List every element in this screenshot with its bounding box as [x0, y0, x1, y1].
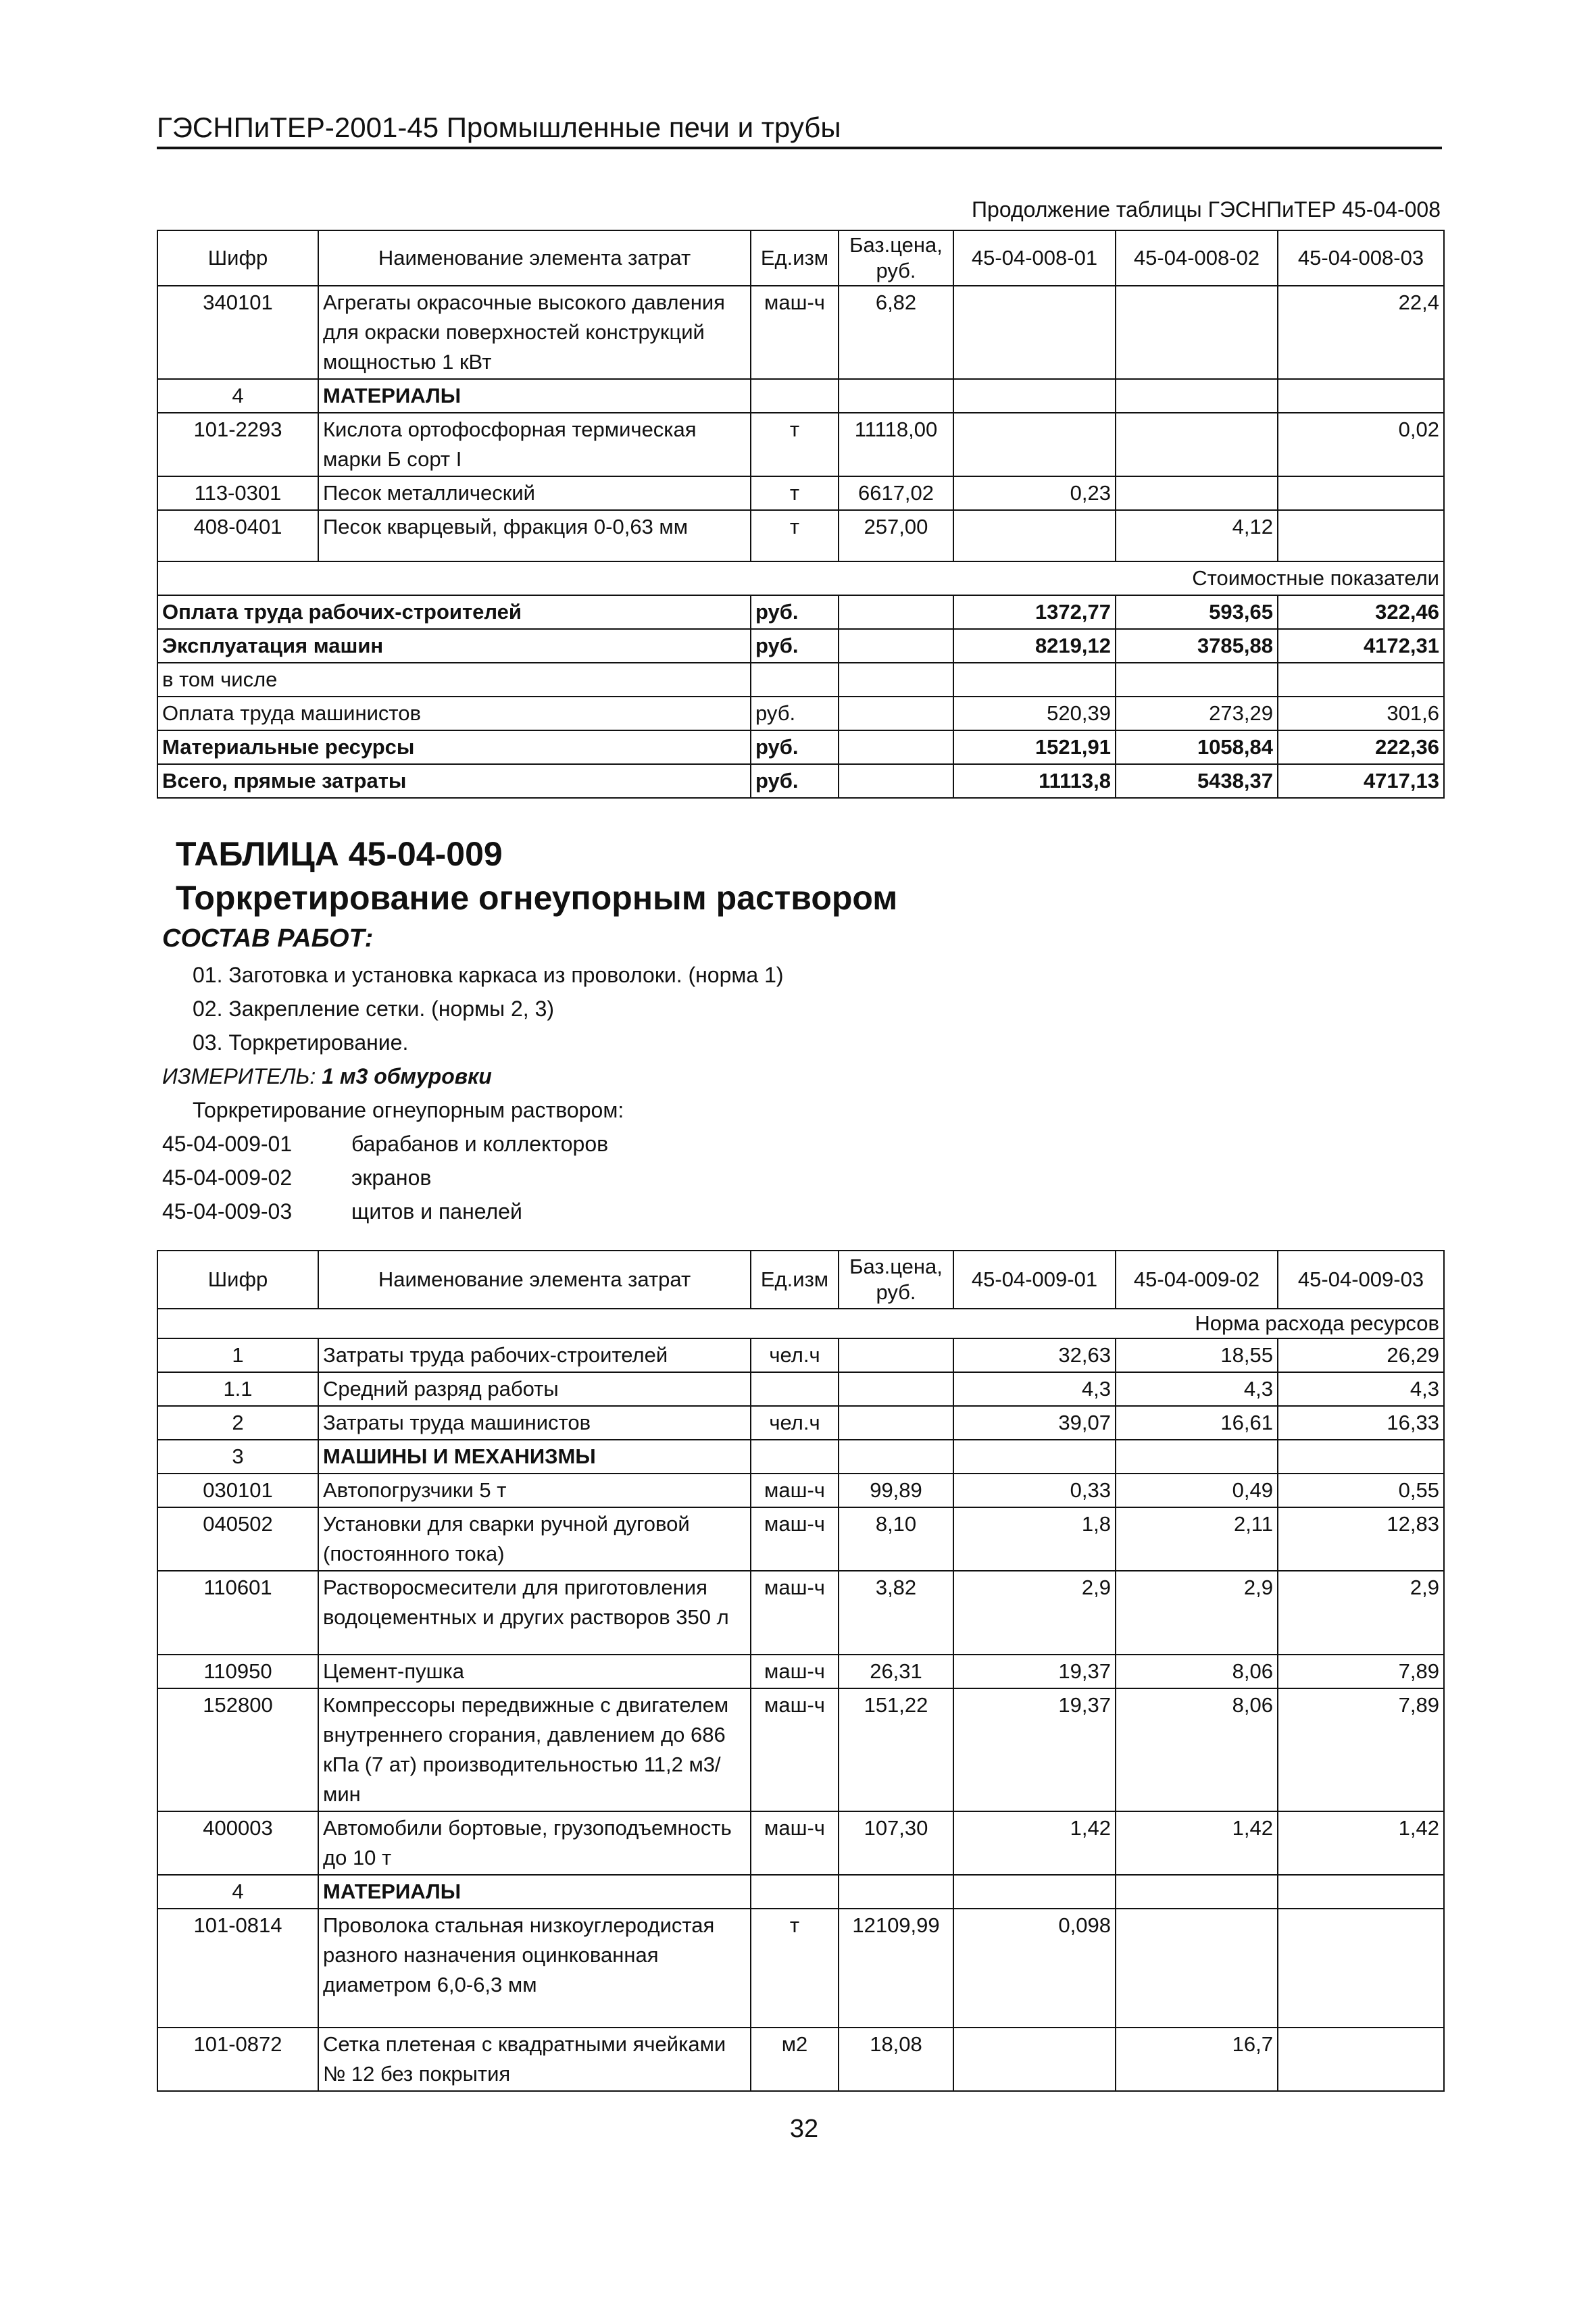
code-cell: 110950: [157, 1655, 318, 1688]
value-cell: [1278, 1909, 1444, 2028]
section-cell: МАТЕРИАЛЫ: [318, 1875, 751, 1909]
header-cell: 45-04-008-02: [1116, 230, 1278, 286]
value-cell: 1,42: [1116, 1811, 1278, 1875]
norm-caption: Норма расхода ресурсов: [157, 1309, 1444, 1338]
value-cell: 1372,77: [953, 595, 1116, 629]
table-row: [157, 1372, 1444, 1406]
value-cell: [1278, 379, 1444, 413]
value-cell: 2,9: [953, 1571, 1116, 1655]
meter-value: 1 м3 обмуровки: [322, 1064, 492, 1088]
value-cell: [953, 510, 1116, 561]
table-row: [157, 1474, 1444, 1507]
header-cell: Ед.изм: [751, 1251, 839, 1309]
page-number: 32: [789, 2115, 819, 2143]
unit-cell: руб.: [751, 697, 839, 730]
cost-row: [157, 629, 1444, 663]
code-cell: 152800: [157, 1688, 318, 1811]
price-cell: [839, 629, 953, 663]
name-cell: Песок кварцевый, фракция 0-0,63 мм: [318, 510, 751, 561]
unit-cell: чел.ч: [751, 1406, 839, 1440]
value-cell: 22,4: [1278, 286, 1444, 379]
table-row: [157, 1655, 1444, 1688]
unit-cell: т: [751, 476, 839, 510]
value-cell: [953, 413, 1116, 476]
unit-cell: т: [751, 510, 839, 561]
table-row: [157, 476, 1444, 510]
price-cell: 151,22: [839, 1688, 953, 1811]
name-cell: Установки для сварки ручной дуговой (постоянного тока): [318, 1507, 751, 1571]
norm-description: барабанов и коллекторов: [351, 1132, 609, 1156]
value-cell: [1278, 2028, 1444, 2091]
table-title: ТАБЛИЦА 45-04-009: [176, 835, 503, 873]
table-row: [157, 1338, 1444, 1372]
value-cell: [1278, 663, 1444, 697]
table-continuation-caption: Продолжение таблицы ГЭСНПиТЕР 45-04-008: [972, 197, 1441, 222]
price-cell: [839, 764, 953, 798]
price-cell: 26,31: [839, 1655, 953, 1688]
price-cell: 6,82: [839, 286, 953, 379]
table-row: [157, 1688, 1444, 1811]
header-cell: Наименование элемента затрат: [318, 1251, 751, 1309]
value-cell: 0,49: [1116, 1474, 1278, 1507]
cost-caption-row: [157, 561, 1444, 595]
unit-cell: чел.ч: [751, 1338, 839, 1372]
value-cell: 26,29: [1278, 1338, 1444, 1372]
name-cell: Компрессоры передвижные с двигателем внутреннего сгорания, давлением до 686 кПа (7 ат) производительностью 11,2 м3/мин: [318, 1688, 751, 1811]
code-cell: 113-0301: [157, 476, 318, 510]
price-cell: 257,00: [839, 510, 953, 561]
value-cell: 1,42: [1278, 1811, 1444, 1875]
value-cell: 18,55: [1116, 1338, 1278, 1372]
table-row: [157, 1875, 1444, 1909]
unit-cell: руб.: [751, 595, 839, 629]
value-cell: 4,3: [1116, 1372, 1278, 1406]
value-cell: 273,29: [1116, 697, 1278, 730]
cost-label: Оплата труда рабочих-строителей: [157, 595, 751, 629]
unit-cell: [751, 1440, 839, 1474]
code-cell: 4: [157, 1875, 318, 1909]
table-subtitle: Торкретирование огнеупорным раствором: [176, 879, 898, 917]
code-cell: 1: [157, 1338, 318, 1372]
value-cell: [953, 286, 1116, 379]
price-cell: 12109,99: [839, 1909, 953, 2028]
unit-cell: м2: [751, 2028, 839, 2091]
code-cell: 101-0814: [157, 1909, 318, 2028]
table-45-04-008-continued: [157, 230, 1445, 799]
name-cell: Цемент-пушка: [318, 1655, 751, 1688]
code-cell: 2: [157, 1406, 318, 1440]
value-cell: [1116, 476, 1278, 510]
value-cell: 16,61: [1116, 1406, 1278, 1440]
value-cell: 16,33: [1278, 1406, 1444, 1440]
price-cell: [839, 379, 953, 413]
table-row: [157, 413, 1444, 476]
meter-label: ИЗМЕРИТЕЛЬ:: [162, 1064, 316, 1088]
norm-description: щитов и панелей: [351, 1199, 522, 1224]
value-cell: 19,37: [953, 1688, 1116, 1811]
value-cell: 3785,88: [1116, 629, 1278, 663]
value-cell: 7,89: [1278, 1655, 1444, 1688]
unit-cell: руб.: [751, 764, 839, 798]
value-cell: [1116, 413, 1278, 476]
meter-line: [162, 1064, 492, 1089]
price-cell: [839, 1875, 953, 1909]
value-cell: 4717,13: [1278, 764, 1444, 798]
price-cell: [839, 595, 953, 629]
price-cell: [839, 1338, 953, 1372]
value-cell: 4172,31: [1278, 629, 1444, 663]
cost-row: [157, 595, 1444, 629]
work-composition-caption: СОСТАВ РАБОТ:: [162, 924, 374, 953]
intro-text: Торкретирование огнеупорным раствором:: [193, 1098, 624, 1122]
value-cell: 8,06: [1116, 1688, 1278, 1811]
name-cell: Средний разряд работы: [318, 1372, 751, 1406]
unit-cell: маш-ч: [751, 1474, 839, 1507]
code-cell: 408-0401: [157, 510, 318, 561]
name-cell: Автопогрузчики 5 т: [318, 1474, 751, 1507]
name-cell: Автомобили бортовые, грузоподъемность до 10 т: [318, 1811, 751, 1875]
price-cell: 18,08: [839, 2028, 953, 2091]
value-cell: 0,02: [1278, 413, 1444, 476]
value-cell: 222,36: [1278, 730, 1444, 764]
price-cell: [839, 697, 953, 730]
name-cell: Проволока стальная низкоуглеродистая разного назначения оцинкованная диаметром 6,0-6,3 мм: [318, 1909, 751, 2028]
section-cell: МАШИНЫ И МЕХАНИЗМЫ: [318, 1440, 751, 1474]
code-cell: 040502: [157, 1507, 318, 1571]
unit-cell: т: [751, 1909, 839, 2028]
code-cell: 3: [157, 1440, 318, 1474]
cost-row: [157, 697, 1444, 730]
value-cell: 2,9: [1278, 1571, 1444, 1655]
value-cell: 322,46: [1278, 595, 1444, 629]
value-cell: 4,3: [1278, 1372, 1444, 1406]
price-cell: 107,30: [839, 1811, 953, 1875]
name-cell: Растворосмесители для приготовления водоцементных и других растворов 350 л: [318, 1571, 751, 1655]
norm-code: 45-04-009-03: [162, 1199, 293, 1224]
price-cell: [839, 1406, 953, 1440]
name-cell: Затраты труда рабочих-строителей: [318, 1338, 751, 1372]
price-cell: 8,10: [839, 1507, 953, 1571]
value-cell: [1116, 1440, 1278, 1474]
value-cell: [1116, 1909, 1278, 2028]
value-cell: [953, 2028, 1116, 2091]
cost-label: Всего, прямые затраты: [157, 764, 751, 798]
name-cell: Песок металлический: [318, 476, 751, 510]
unit-cell: [751, 1372, 839, 1406]
unit-cell: маш-ч: [751, 1507, 839, 1571]
table-row: [157, 1406, 1444, 1440]
value-cell: 0,098: [953, 1909, 1116, 2028]
cost-label: Материальные ресурсы: [157, 730, 751, 764]
value-cell: 4,12: [1116, 510, 1278, 561]
value-cell: 1,42: [953, 1811, 1116, 1875]
unit-cell: т: [751, 413, 839, 476]
value-cell: [1278, 1875, 1444, 1909]
name-cell: Кислота ортофосфорная термическая марки Б сорт I: [318, 413, 751, 476]
name-cell: Затраты труда машинистов: [318, 1406, 751, 1440]
header-cell: 45-04-009-02: [1116, 1251, 1278, 1309]
value-cell: 4,3: [953, 1372, 1116, 1406]
cost-caption: Стоимостные показатели: [157, 561, 1444, 595]
table-row: [157, 510, 1444, 561]
unit-cell: [751, 379, 839, 413]
price-cell: 11118,00: [839, 413, 953, 476]
value-cell: [953, 379, 1116, 413]
value-cell: 520,39: [953, 697, 1116, 730]
unit-cell: маш-ч: [751, 1571, 839, 1655]
value-cell: [1116, 379, 1278, 413]
norm-description: экранов: [351, 1165, 432, 1190]
norm-code: 45-04-009-01: [162, 1132, 293, 1156]
value-cell: 593,65: [1116, 595, 1278, 629]
table-row: [157, 1811, 1444, 1875]
section-cell: МАТЕРИАЛЫ: [318, 379, 751, 413]
table-row: [157, 1571, 1444, 1655]
price-cell: [839, 1440, 953, 1474]
code-cell: 101-0872: [157, 2028, 318, 2091]
value-cell: 19,37: [953, 1655, 1116, 1688]
code-cell: 030101: [157, 1474, 318, 1507]
unit-cell: [751, 663, 839, 697]
price-cell: 99,89: [839, 1474, 953, 1507]
header-cell: Шифр: [157, 1251, 318, 1309]
unit-cell: руб.: [751, 730, 839, 764]
unit-cell: маш-ч: [751, 1688, 839, 1811]
value-cell: 39,07: [953, 1406, 1116, 1440]
code-cell: 340101: [157, 286, 318, 379]
cost-row: [157, 663, 1444, 697]
value-cell: 0,23: [953, 476, 1116, 510]
header-cell: Ед.изм: [751, 230, 839, 286]
name-cell: Сетка плетеная с квадратными ячейками № 12 без покрытия: [318, 2028, 751, 2091]
cost-label: Эксплуатация машин: [157, 629, 751, 663]
value-cell: [1278, 1440, 1444, 1474]
cost-row: [157, 730, 1444, 764]
value-cell: [1278, 510, 1444, 561]
value-cell: 5438,37: [1116, 764, 1278, 798]
code-cell: 101-2293: [157, 413, 318, 476]
value-cell: 0,55: [1278, 1474, 1444, 1507]
price-cell: 6617,02: [839, 476, 953, 510]
header-cell: Баз.цена, руб.: [839, 230, 953, 286]
value-cell: [1116, 1875, 1278, 1909]
value-cell: 11113,8: [953, 764, 1116, 798]
code-cell: 4: [157, 379, 318, 413]
value-cell: [953, 1440, 1116, 1474]
header-cell: 45-04-008-03: [1278, 230, 1444, 286]
value-cell: 1,8: [953, 1507, 1116, 1571]
table-row: [157, 2028, 1444, 2091]
work-item: 03. Торкретирование.: [193, 1030, 409, 1055]
work-item: 01. Заготовка и установка каркаса из проволоки. (норма 1): [193, 963, 784, 987]
value-cell: 301,6: [1278, 697, 1444, 730]
table-header-row: [157, 230, 1444, 286]
unit-cell: маш-ч: [751, 1811, 839, 1875]
price-cell: 3,82: [839, 1571, 953, 1655]
value-cell: 32,63: [953, 1338, 1116, 1372]
value-cell: [1278, 476, 1444, 510]
header-cell: 45-04-009-01: [953, 1251, 1116, 1309]
unit-cell: руб.: [751, 629, 839, 663]
header-cell: Наименование элемента затрат: [318, 230, 751, 286]
name-cell: Агрегаты окрасочные высокого давления для окраски поверхностей конструкций мощностью 1 кВт: [318, 286, 751, 379]
norm-code: 45-04-009-02: [162, 1165, 293, 1190]
code-cell: 110601: [157, 1571, 318, 1655]
price-cell: [839, 1372, 953, 1406]
unit-cell: [751, 1875, 839, 1909]
header-cell: 45-04-008-01: [953, 230, 1116, 286]
table-row: [157, 1507, 1444, 1571]
value-cell: 12,83: [1278, 1507, 1444, 1571]
value-cell: 8,06: [1116, 1655, 1278, 1688]
unit-cell: маш-ч: [751, 1655, 839, 1688]
value-cell: [1116, 663, 1278, 697]
value-cell: 7,89: [1278, 1688, 1444, 1811]
value-cell: 2,9: [1116, 1571, 1278, 1655]
price-cell: [839, 730, 953, 764]
table-header-row: [157, 1251, 1444, 1309]
table-row: [157, 379, 1444, 413]
code-cell: 1.1: [157, 1372, 318, 1406]
table-row: [157, 1909, 1444, 2028]
header-cell: 45-04-009-03: [1278, 1251, 1444, 1309]
cost-label: Оплата труда машинистов: [157, 697, 751, 730]
value-cell: 16,7: [1116, 2028, 1278, 2091]
value-cell: 8219,12: [953, 629, 1116, 663]
value-cell: 1058,84: [1116, 730, 1278, 764]
value-cell: 2,11: [1116, 1507, 1278, 1571]
price-cell: [839, 663, 953, 697]
cost-row: [157, 764, 1444, 798]
value-cell: 1521,91: [953, 730, 1116, 764]
unit-cell: маш-ч: [751, 286, 839, 379]
value-cell: 0,33: [953, 1474, 1116, 1507]
cost-label: в том числе: [157, 663, 751, 697]
running-header: ГЭСНПиТЕР-2001-45 Промышленные печи и трубы: [157, 111, 1442, 149]
value-cell: [953, 1875, 1116, 1909]
value-cell: [1116, 286, 1278, 379]
header-cell: Баз.цена, руб.: [839, 1251, 953, 1309]
table-row: [157, 1440, 1444, 1474]
table-row: [157, 286, 1444, 379]
table-45-04-009: [157, 1250, 1445, 2092]
value-cell: [953, 663, 1116, 697]
header-cell: Шифр: [157, 230, 318, 286]
work-item: 02. Закрепление сетки. (нормы 2, 3): [193, 997, 555, 1021]
code-cell: 400003: [157, 1811, 318, 1875]
norm-caption-row: [157, 1309, 1444, 1338]
